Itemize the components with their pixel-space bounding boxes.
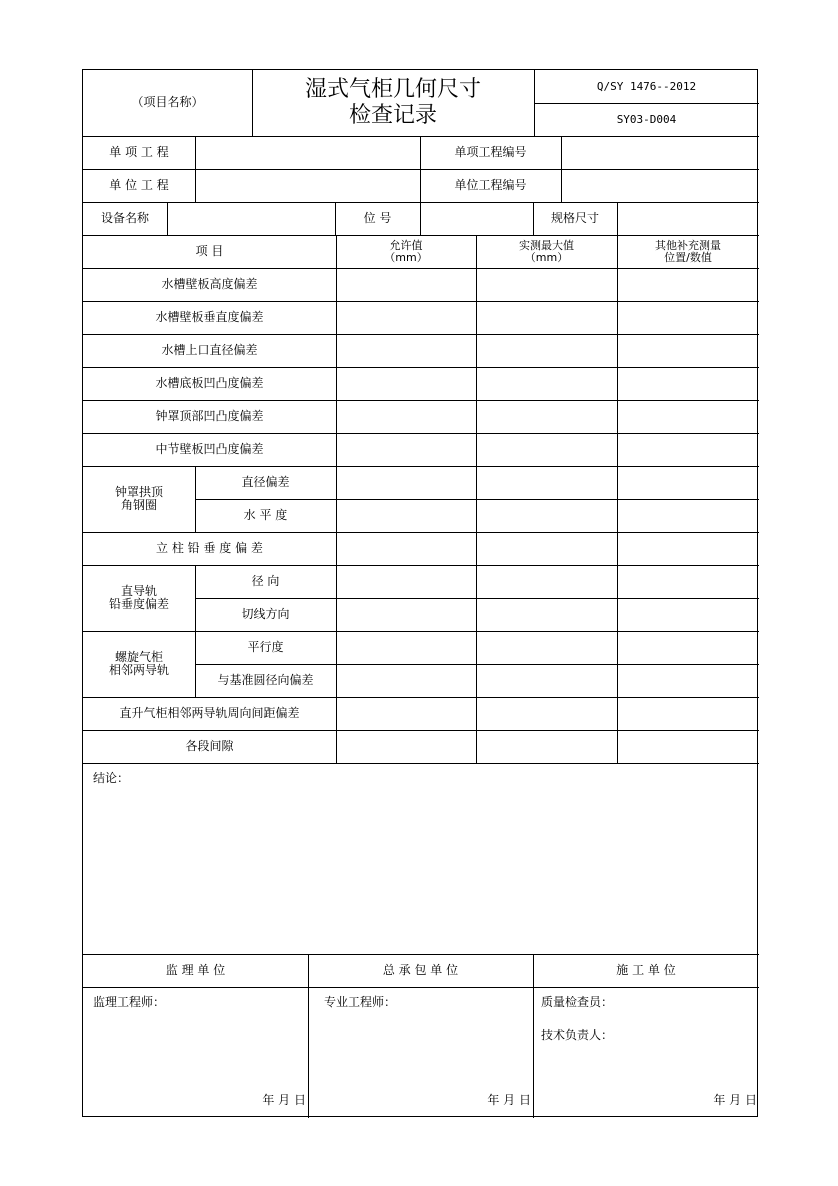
- form-number: SY03-D004: [616, 113, 677, 126]
- unit-item-label: 单 项 工 程: [109, 145, 169, 159]
- conclusion-area[interactable]: [83, 763, 759, 954]
- construction-date[interactable]: 年 月 日: [713, 1092, 757, 1107]
- form-title-line1: 湿式气柜几何尺寸: [304, 76, 481, 102]
- unit-no-value[interactable]: [561, 169, 759, 202]
- row-label: 与基准圆径向偏差: [217, 673, 314, 687]
- col-header-measured: 实测最大值 （mm）: [519, 238, 574, 264]
- unit-label: 单 位 工 程: [109, 178, 169, 192]
- professional-engineer-label: 专业工程师：: [324, 994, 397, 1009]
- col-header-item: 项 目: [195, 244, 224, 258]
- row-label: 切线方向: [241, 607, 290, 621]
- construction-unit-header: 施 工 单 位: [616, 963, 676, 977]
- quality-inspector-label: 质量检查员：: [541, 994, 614, 1009]
- row-label: 钟罩顶部凹凸度偏差: [155, 409, 264, 423]
- supervisor-engineer-label: 监理工程师：: [93, 994, 166, 1009]
- unit-no-label: 单位工程编号: [454, 178, 527, 192]
- unit-item-value[interactable]: [195, 136, 420, 169]
- standard-number: Q/SY 1476--2012: [596, 80, 697, 93]
- row-label: 平行度: [247, 640, 284, 654]
- unit-item-no-label: 单项工程编号: [454, 145, 527, 159]
- row-label: 水槽底板凹凸度偏差: [155, 376, 264, 390]
- position-value[interactable]: [420, 202, 533, 235]
- row-label: 水槽上口直径偏差: [161, 343, 258, 357]
- equipment-label: 设备名称: [100, 211, 149, 225]
- project-name: （项目名称）: [131, 95, 204, 109]
- form-title: [252, 70, 534, 135]
- group-label: 螺旋气柜 相邻两导轨: [108, 650, 169, 677]
- inspection-form: [82, 69, 758, 1117]
- unit-item-no-value[interactable]: [561, 136, 759, 169]
- row-label: 立 柱 铅 垂 度 偏 差: [156, 541, 263, 555]
- row-label: 水槽壁板高度偏差: [161, 277, 258, 291]
- row-label: 水槽壁板垂直度偏差: [155, 310, 264, 324]
- row-label: 中节壁板凹凸度偏差: [155, 442, 264, 456]
- technical-lead-label: 技术负责人：: [541, 1027, 614, 1042]
- equipment-value[interactable]: [167, 202, 335, 235]
- position-label: 位 号: [363, 211, 392, 225]
- conclusion-label: 结论：: [93, 770, 130, 785]
- col-header-allowed: 允许值 （mm）: [384, 238, 428, 264]
- row-label: 直升气柜相邻两导轨周向间距偏差: [119, 706, 300, 720]
- row-label: 直径偏差: [241, 475, 290, 489]
- supervisor-date[interactable]: 年 月 日: [262, 1092, 306, 1107]
- unit-value[interactable]: [195, 169, 420, 202]
- col-header-other: 其他补充测量 位置/数值: [655, 238, 721, 264]
- form-title-line2: 检查记录: [348, 102, 437, 128]
- group-label: 钟罩拱顶 角钢圈: [114, 485, 163, 512]
- supervisor-unit-header: 监 理 单 位: [165, 963, 226, 977]
- contractor-date[interactable]: 年 月 日: [487, 1092, 531, 1107]
- spec-value[interactable]: [617, 202, 759, 235]
- row-label: 水 平 度: [243, 508, 288, 522]
- row-label: 各段间隙: [185, 739, 234, 753]
- general-contractor-header: 总 承 包 单 位: [382, 963, 459, 977]
- row-label: 径 向: [251, 574, 280, 588]
- spec-label: 规格尺寸: [550, 211, 599, 225]
- group-label: 直导轨 铅垂度偏差: [108, 584, 169, 611]
